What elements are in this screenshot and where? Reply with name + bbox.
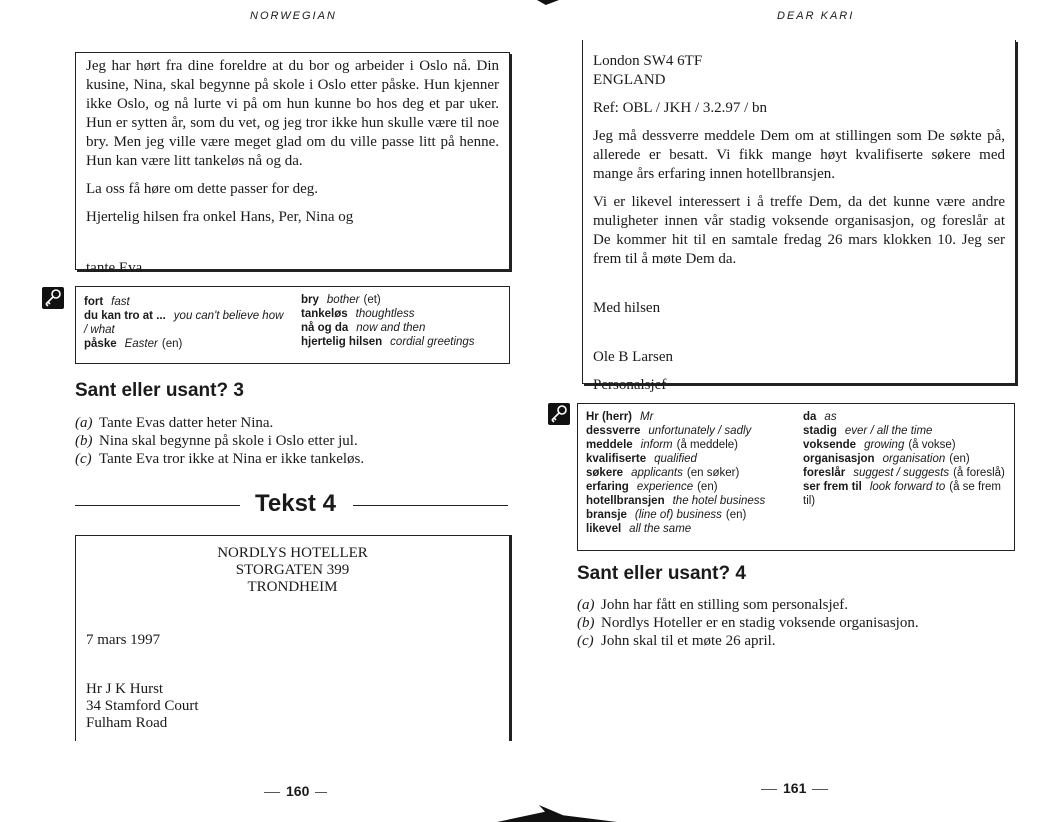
vocab-meaning: unfortunately / sadly bbox=[648, 425, 752, 437]
vocab-word: ser frem til bbox=[803, 481, 862, 493]
vocab-word: kvalifiserte bbox=[586, 453, 647, 465]
vocab-entry bbox=[84, 337, 289, 351]
vocab-entry bbox=[301, 321, 506, 335]
vocab-word: da bbox=[803, 411, 817, 423]
vocab-meaning: cordial greetings bbox=[390, 336, 475, 348]
vocab-meaning: now and then bbox=[356, 322, 426, 334]
letter-signature: tante Eva bbox=[86, 260, 143, 276]
vocab-note: (en søker) bbox=[686, 467, 740, 479]
vocab-entry bbox=[301, 335, 506, 349]
vocab-word: tankeløs bbox=[301, 308, 348, 320]
exercise-text: Tante Evas datter heter Nina. bbox=[99, 415, 274, 431]
hotel-letter-box bbox=[75, 535, 510, 741]
vocab-entry bbox=[586, 410, 798, 424]
vocab-word: Hr (herr) bbox=[586, 411, 633, 423]
vocab-entry bbox=[586, 522, 798, 536]
vocabulary-box-left bbox=[75, 286, 510, 364]
exercise-label: (c) bbox=[577, 633, 594, 649]
vocab-meaning: fast bbox=[111, 296, 130, 308]
vocab-word: foreslår bbox=[803, 467, 846, 479]
vocab-meaning: Easter bbox=[124, 338, 158, 350]
vocab-meaning: bother bbox=[326, 294, 360, 306]
exercise-item bbox=[577, 632, 1007, 650]
letter-paragraph: Jeg må dessverre meddele Dem om at stillingen som De søkte på, allerede er besatt. Vi fikk mange høyt kvalifiserte søkere med mange års erfaring innen hotellbransjen. bbox=[593, 128, 1005, 182]
page-number-right: 161 bbox=[755, 780, 834, 796]
signer-name: Ole B Larsen bbox=[593, 349, 673, 365]
vocab-word: bransje bbox=[586, 509, 627, 521]
exercise-list bbox=[75, 414, 505, 468]
vocab-word: søkere bbox=[586, 467, 624, 479]
signer-title: Personalsjef bbox=[593, 377, 667, 393]
vocab-word: hotellbransjen bbox=[586, 495, 665, 507]
vocab-meaning: growing bbox=[864, 439, 905, 451]
vocab-meaning: inform bbox=[640, 439, 673, 451]
vocab-entry bbox=[586, 452, 798, 466]
vocab-entry bbox=[301, 307, 506, 321]
section-title: Tekst 4 bbox=[255, 490, 336, 517]
vocab-note: (å meddele) bbox=[676, 439, 738, 451]
vocab-note: (å vokse) bbox=[908, 439, 956, 451]
vocab-meaning: thoughtless bbox=[355, 308, 415, 320]
letter-paragraph: Hjertelig hilsen fra onkel Hans, Per, Nina og bbox=[86, 209, 354, 225]
vocab-entry bbox=[803, 466, 1008, 480]
vocab-entry bbox=[586, 438, 798, 452]
vocabulary-key-icon bbox=[42, 287, 64, 309]
exercise-list bbox=[577, 596, 1007, 650]
address-line: London SW4 6TF bbox=[593, 53, 703, 69]
vocab-entry bbox=[803, 452, 1008, 466]
vocab-meaning: experience bbox=[636, 481, 694, 493]
vocab-word: erfaring bbox=[586, 481, 629, 493]
address-line: 34 Stamford Court bbox=[86, 698, 199, 714]
vocab-note: (en) bbox=[161, 338, 183, 350]
exercise-title: Sant eller usant? 3 bbox=[75, 380, 244, 401]
letter-paragraph: Vi er likevel interessert i å treffe Dem, da det kunne være andre muligheter innen vår stadig voksende organisasjon, og foreslår at De kommer hit til en samtale fredag 26 mars klokken 10. Jeg ser frem til å møte Dem da. bbox=[593, 194, 1005, 267]
exercise-text: John skal til et møte 26 april. bbox=[601, 633, 776, 649]
reference-line: Ref: OBL / JKH / 3.2.97 / bn bbox=[593, 100, 768, 116]
exercise-text: Nina skal begynne på skole i Oslo etter jul. bbox=[99, 433, 358, 449]
vocab-meaning: qualified bbox=[654, 453, 697, 465]
vocab-meaning: organisation bbox=[882, 453, 946, 465]
spine-mark bbox=[537, 0, 559, 5]
exercise-item bbox=[75, 450, 505, 468]
vocab-meaning: ever / all the time bbox=[844, 425, 933, 437]
vocab-entry bbox=[803, 480, 1008, 508]
vocab-entry bbox=[84, 295, 289, 309]
recipient-address bbox=[86, 681, 199, 732]
vocab-word: hjertelig hilsen bbox=[301, 336, 383, 348]
exercise-title: Sant eller usant? 4 bbox=[577, 563, 746, 584]
letterhead bbox=[76, 545, 509, 596]
vocab-entry bbox=[586, 424, 798, 438]
vocab-word: stadig bbox=[803, 425, 837, 437]
exercise-item bbox=[577, 596, 1007, 614]
vocab-note: (å foreslå) bbox=[953, 467, 1005, 479]
vocab-note: (en) bbox=[949, 453, 970, 465]
letter-paragraph: Jeg har hørt fra dine foreldre at du bor og arbeider i Oslo nå. Din kusine, Nina, skal begynne på skole i Oslo etter påske. Hun kjenner ikke Oslo, og nå lurte vi på om hun kunne bo hos deg et par uker. Hun er sytten år, som du vet, og jeg tror ikke hun skulle være til noe bry. Men jeg ville være meget glad om du ville passe litt på henne. Hun kan være litt tankeløs nå og da. bbox=[86, 58, 499, 169]
vocab-entry bbox=[301, 293, 506, 307]
letter-paragraph: La oss få høre om dette passer for deg. bbox=[86, 181, 319, 197]
vocab-word: dessverre bbox=[586, 425, 641, 437]
exercise-label: (b) bbox=[577, 615, 595, 631]
letter-continuation-box bbox=[75, 52, 510, 276]
section-rule bbox=[75, 505, 240, 506]
vocab-meaning: suggest / suggests bbox=[853, 467, 950, 479]
letter-date: 7 mars 1997 bbox=[86, 632, 161, 648]
vocab-meaning: you can't believe how / what bbox=[84, 310, 284, 336]
vocab-entry bbox=[586, 480, 798, 494]
exercise-item bbox=[75, 414, 505, 432]
running-header-right: DEAR KARI bbox=[777, 10, 855, 22]
page-curl-mark bbox=[497, 805, 617, 822]
vocabulary-key-icon bbox=[548, 403, 570, 425]
exercise-label: (b) bbox=[75, 433, 93, 449]
vocab-word: du kan tro at ... bbox=[84, 310, 166, 322]
exercise-text: Tante Eva tror ikke at Nina er ikke tankeløs. bbox=[99, 451, 365, 467]
letter-closing: Med hilsen bbox=[593, 300, 661, 316]
vocab-note: (en) bbox=[697, 481, 718, 493]
vocab-meaning: Mr bbox=[640, 411, 654, 423]
exercise-item bbox=[577, 614, 1007, 632]
vocab-word: voksende bbox=[803, 439, 857, 451]
vocab-word: fort bbox=[84, 296, 104, 308]
exercise-item bbox=[75, 432, 505, 450]
vocab-word: meddele bbox=[586, 439, 633, 451]
exercise-label: (c) bbox=[75, 451, 92, 467]
vocab-word: påske bbox=[84, 338, 117, 350]
address-line: Hr J K Hurst bbox=[86, 681, 164, 697]
vocab-word: nå og da bbox=[301, 322, 349, 334]
vocab-word: bry bbox=[301, 294, 319, 306]
address-line: ENGLAND bbox=[593, 72, 666, 88]
vocabulary-box-right bbox=[577, 403, 1015, 551]
hotel-letter-continuation bbox=[582, 40, 1016, 393]
exercise-text: Nordlys Hoteller er en stadig voksende organisasjon. bbox=[601, 615, 919, 631]
page-number-left: 160 bbox=[258, 783, 333, 799]
exercise-label: (a) bbox=[75, 415, 93, 431]
vocab-meaning: applicants bbox=[631, 467, 683, 479]
vocab-meaning: (line of) business bbox=[634, 509, 722, 521]
vocab-entry bbox=[803, 424, 1008, 438]
vocab-note: (en) bbox=[725, 509, 747, 521]
vocab-entry bbox=[586, 494, 798, 508]
exercise-label: (a) bbox=[577, 597, 595, 613]
section-rule bbox=[353, 505, 508, 506]
letterhead-line: NORDLYS HOTELLER bbox=[217, 545, 368, 561]
letterhead-line: STORGATEN 399 bbox=[235, 562, 350, 578]
vocab-word: organisasjon bbox=[803, 453, 875, 465]
vocab-note: (å se frem til) bbox=[803, 481, 1002, 507]
vocab-meaning: all the same bbox=[629, 523, 692, 535]
vocab-word: likevel bbox=[586, 523, 622, 535]
address-line: Fulham Road bbox=[86, 715, 168, 731]
vocab-meaning: look forward to bbox=[869, 481, 946, 493]
exercise-text: John har fått en stilling som personalsjef. bbox=[601, 597, 849, 613]
letterhead-line: TRONDHEIM bbox=[247, 579, 338, 595]
vocab-entry bbox=[803, 410, 1008, 424]
running-header-left: NORWEGIAN bbox=[250, 10, 337, 22]
vocab-note: (et) bbox=[363, 294, 381, 306]
vocab-meaning: as bbox=[824, 411, 837, 423]
vocab-entry bbox=[586, 508, 798, 522]
vocab-meaning: the hotel business bbox=[672, 495, 766, 507]
vocab-entry bbox=[586, 466, 798, 480]
vocab-entry bbox=[803, 438, 1008, 452]
vocab-entry bbox=[84, 309, 289, 337]
